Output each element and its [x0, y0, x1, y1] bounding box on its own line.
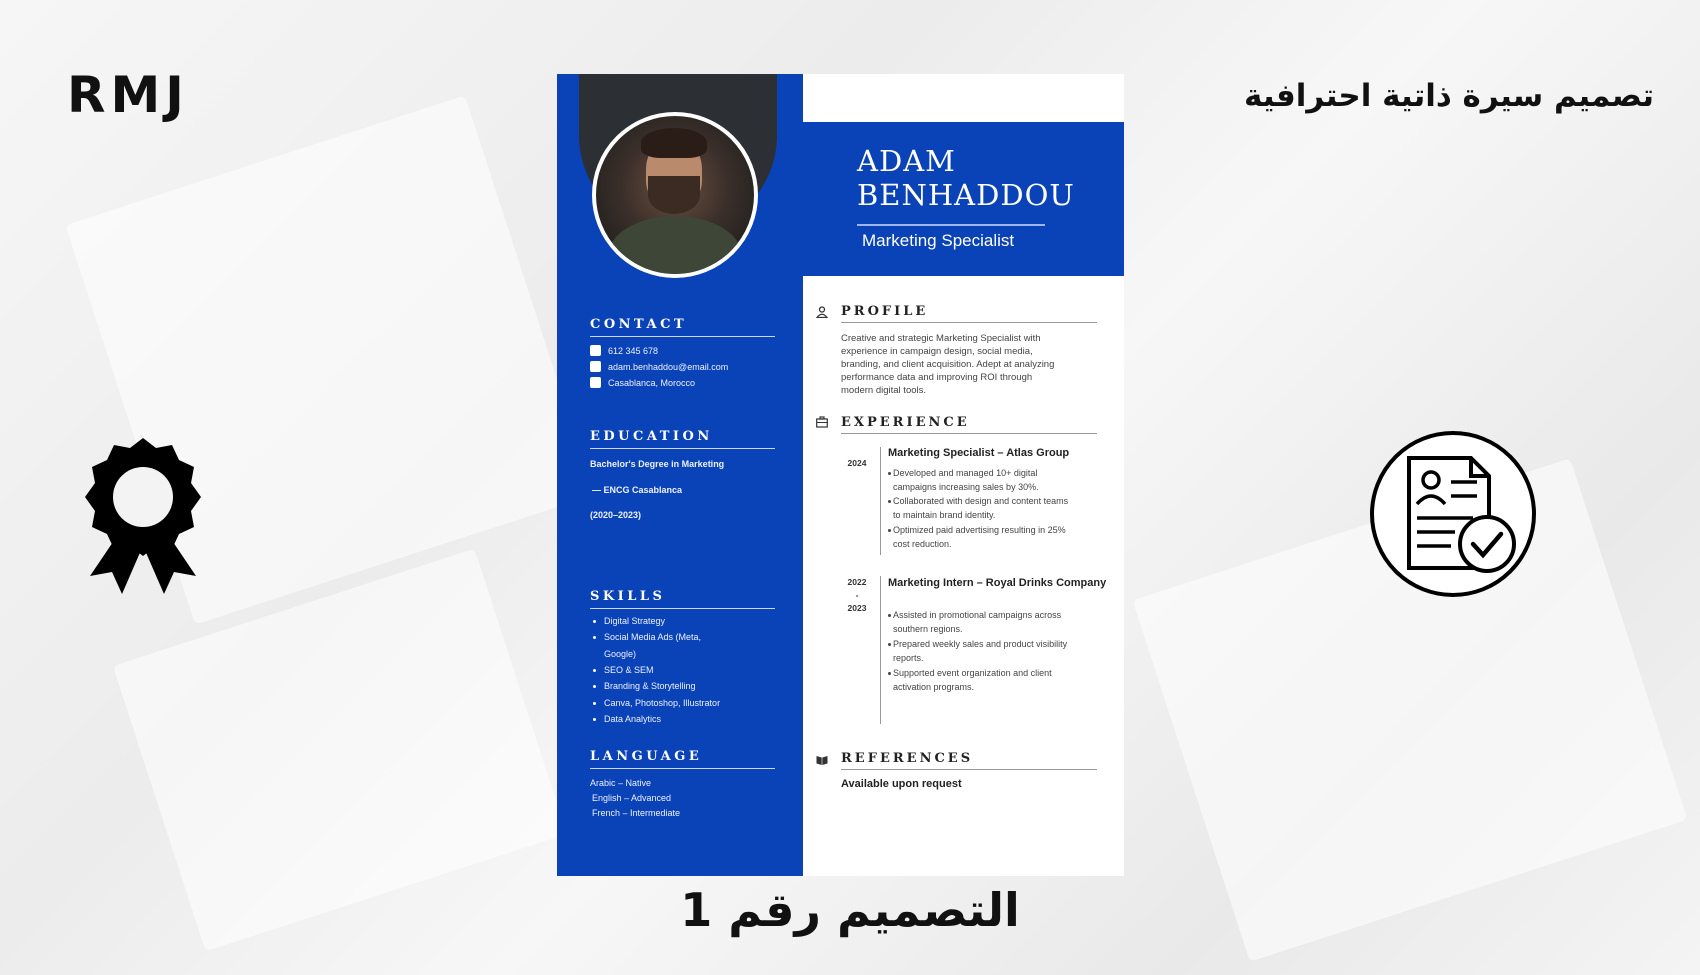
skill-item: Canva, Photoshop, Illustrator [604, 698, 721, 708]
profile-line: modern digital tools. [841, 385, 927, 396]
location-icon [590, 377, 601, 388]
skill-item: Google) [604, 649, 637, 659]
skill-item: SEO & SEM [604, 665, 654, 675]
profile-line: performance data and improving ROI through [841, 372, 1033, 383]
education-divider [590, 448, 775, 449]
brand-logo: RMJ [67, 66, 189, 124]
name-last: BENHADDOU [857, 178, 1075, 212]
resume-role: Marketing Specialist [862, 231, 1015, 250]
bullet [888, 643, 891, 646]
photo-beard [648, 176, 700, 214]
bullet [888, 472, 891, 475]
bullet [593, 718, 596, 721]
resume-name [857, 144, 1075, 212]
skill-item: Social Media Ads (Meta, [604, 632, 702, 642]
job-year: 2024 [847, 458, 867, 468]
language-item: French – Intermediate [592, 808, 681, 818]
timeline-line [880, 576, 881, 724]
award-ribbon-icon [82, 436, 204, 594]
skill-item: Branding & Storytelling [604, 681, 696, 691]
name-divider [857, 224, 1045, 226]
bullet [593, 620, 596, 623]
book-icon [816, 754, 828, 766]
resume-preview [557, 74, 1124, 876]
photo-shirt [608, 216, 742, 278]
job-title: Marketing Specialist – Atlas Group [888, 447, 1070, 459]
education-heading: EDUCATION [590, 429, 713, 444]
language-item: English – Advanced [592, 793, 672, 803]
briefcase-icon [816, 416, 828, 428]
profile-heading: PROFILE [841, 304, 929, 319]
page-title: تصميم سيرة ذاتية احترافية [1244, 78, 1654, 114]
name-first: ADAM [857, 144, 956, 178]
education-degree: Bachelor's Degree in Marketing [590, 459, 725, 469]
job-bullet: Developed and managed 10+ digital campaigns increasing sales by 30%. [893, 468, 1039, 492]
bullet [593, 669, 596, 672]
photo-hair [641, 128, 707, 158]
job-year: 2022 - 2023 [847, 577, 867, 613]
job-bullet: Prepared weekly sales and product visibility reports. [893, 639, 1068, 663]
profile-line: experience in campaign design, social media, [841, 346, 1033, 357]
resume-check-icon [1369, 430, 1537, 598]
bullet [593, 685, 596, 688]
timeline-line [880, 447, 881, 555]
contact-divider [590, 336, 775, 337]
bullet [888, 614, 891, 617]
bullet [888, 672, 891, 675]
experience-divider [841, 433, 1097, 434]
resume-sidebar [557, 74, 803, 876]
education-school: — ENCG Casablanca [592, 485, 683, 495]
email-icon [590, 361, 601, 372]
references-text: Available upon request [841, 778, 962, 790]
profile-line: Creative and strategic Marketing Specialist with [841, 333, 1041, 344]
profile-text [841, 332, 1054, 397]
profile-line: branding, and client acquisition. Adept at analyzing [841, 359, 1055, 370]
skills-heading: SKILLS [590, 589, 666, 604]
experience-heading: EXPERIENCE [841, 415, 970, 430]
references-divider [841, 769, 1097, 770]
job-bullet: Assisted in promotional campaigns across southern regions. [893, 610, 1062, 634]
bullet [888, 529, 891, 532]
job-bullet: Collaborated with design and content teams to maintain brand identity. [893, 496, 1069, 520]
job-title: Marketing Intern – Royal Drinks Company [888, 577, 1107, 589]
profile-photo [592, 112, 758, 278]
user-icon [816, 306, 828, 318]
language-divider [590, 768, 775, 769]
contact-phone: 612 345 678 [608, 346, 659, 356]
profile-divider [841, 322, 1097, 323]
contact-heading: CONTACT [590, 317, 688, 332]
bullet [593, 702, 596, 705]
references-heading: REFERENCES [841, 751, 974, 766]
bullet [593, 636, 596, 639]
contact-email: adam.benhaddou@email.com [608, 362, 729, 372]
bullet [888, 500, 891, 503]
skill-item: Data Analytics [604, 714, 662, 724]
job-bullet: Optimized paid advertising resulting in 25% cost reduction. [893, 525, 1066, 549]
language-heading: LANGUAGE [590, 749, 703, 764]
phone-icon [590, 345, 601, 356]
design-caption: التصميم رقم 1 [680, 883, 1020, 937]
skills-divider [590, 608, 775, 609]
skill-item: Digital Strategy [604, 616, 666, 626]
contact-location: Casablanca, Morocco [608, 378, 696, 388]
education-years: (2020–2023) [590, 510, 642, 520]
language-item: Arabic – Native [590, 778, 652, 788]
job-bullet: Supported event organization and client activation programs. [893, 668, 1052, 692]
